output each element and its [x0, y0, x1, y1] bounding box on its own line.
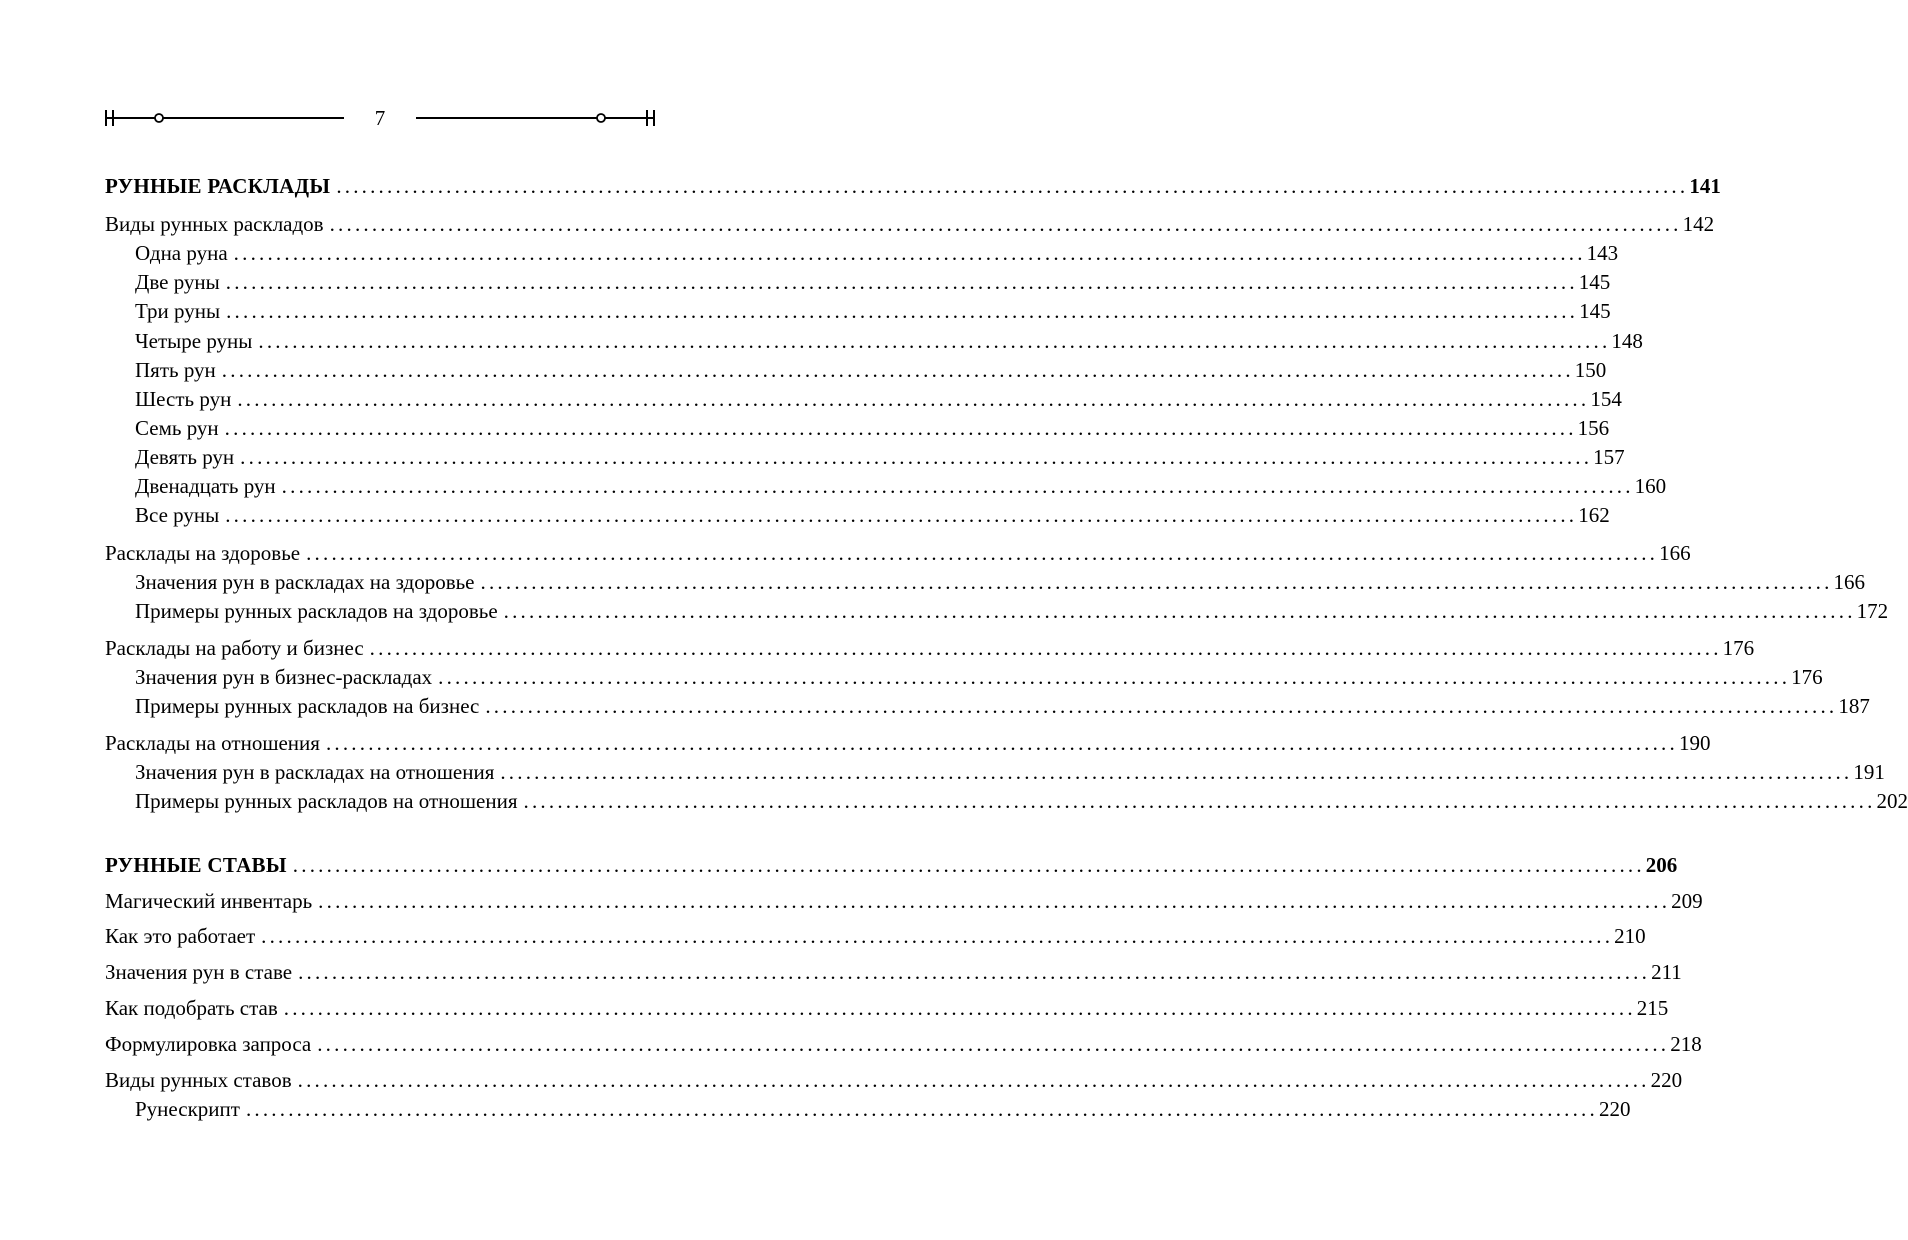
toc-entry-title: Как это работает [105, 924, 256, 948]
toc-entry-page: 160 [1634, 474, 1667, 498]
toc-entry-page: 166 [1659, 541, 1691, 565]
toc-leader: ................................................................................................................................................................ [500, 760, 1853, 784]
toc-leader: ................................................................................................................................................................ [224, 416, 1577, 440]
toc-entry-page: 162 [1578, 503, 1610, 527]
toc-entry[interactable] [135, 239, 1619, 267]
toc-entry-title: Значения рун в раскладах на отношения [135, 760, 495, 784]
toc-entry-title: Шесть рун [135, 387, 232, 411]
toc-entry-page: 206 [1645, 853, 1678, 877]
toc-entry[interactable] [135, 692, 1870, 720]
toc-entry-page: 157 [1593, 445, 1625, 469]
toc-leader: ................................................................................................................................................................ [281, 474, 1634, 498]
toc-leader: ................................................................................................................................................................ [369, 636, 1722, 660]
toc-entry[interactable] [105, 922, 1646, 950]
toc-leader: ................................................................................................................................................................ [226, 299, 1579, 323]
toc-entry-page: 142 [1682, 212, 1715, 236]
toc-entry-page: 220 [1650, 1068, 1683, 1092]
toc-entry-title: Примеры рунных раскладов на отношения [135, 789, 518, 813]
toc-leader: ................................................................................................................................................................ [318, 889, 1671, 913]
toc-entry-page: 218 [1670, 1032, 1702, 1056]
toc-leader: ................................................................................................................................................................ [306, 541, 1659, 565]
toc-entry[interactable] [105, 172, 1721, 200]
toc-entry-title: Как подобрать став [105, 996, 278, 1020]
toc-entry-title: Значения рун в бизнес-раскладах [135, 665, 433, 689]
toc-entry-page: 150 [1574, 358, 1607, 382]
toc-entry[interactable] [135, 268, 1611, 296]
toc-entry[interactable] [135, 568, 1866, 596]
toc-entry[interactable] [105, 887, 1703, 915]
toc-entry-title: Две руны [135, 270, 220, 294]
toc-entry-page: 209 [1671, 889, 1703, 913]
toc-leader: ................................................................................................................................................................ [225, 503, 1578, 527]
toc-entry-title: Три руны [135, 299, 221, 323]
toc-entry[interactable] [105, 958, 1682, 986]
ornament-rule-left-icon [104, 106, 348, 130]
toc-entry[interactable] [105, 994, 1669, 1022]
toc-entry-page: 156 [1577, 416, 1610, 440]
toc-leader: ................................................................................................................................................................ [297, 1068, 1650, 1092]
toc-leader: ................................................................................................................................................................ [329, 212, 1682, 236]
toc-leader: ................................................................................................................................................................ [503, 599, 1856, 623]
toc-leader: ................................................................................................................................................................ [258, 329, 1611, 353]
toc-entry-title: Формулировка запроса [105, 1032, 312, 1056]
toc-entry[interactable] [135, 385, 1622, 413]
toc-leader: ................................................................................................................................................................ [233, 241, 1586, 265]
toc-entry-title: РУННЫЕ РАСКЛАДЫ [105, 174, 331, 198]
toc-entry-title: Значения рун в раскладах на здоровье [135, 570, 475, 594]
toc-leader: ................................................................................................................................................................ [245, 1097, 1598, 1121]
toc-entry-title: Значения рун в ставе [105, 960, 293, 984]
toc-entry-page: 187 [1838, 694, 1870, 718]
toc-leader: ................................................................................................................................................................ [237, 387, 1590, 411]
toc-leader: ................................................................................................................................................................ [438, 665, 1791, 689]
toc-entry[interactable] [135, 663, 1823, 691]
toc-entry[interactable] [135, 297, 1611, 325]
toc-entry-page: 172 [1856, 599, 1889, 623]
toc-entry-page: 190 [1678, 731, 1711, 755]
toc-leader: ................................................................................................................................................................ [480, 570, 1833, 594]
header-ornament-right [412, 106, 656, 130]
toc-entry-title: Примеры рунных раскладов на бизнес [135, 694, 480, 718]
toc-entry-page: 141 [1689, 174, 1721, 198]
toc-entry-title: Виды рунных ставов [105, 1068, 292, 1092]
toc-entry-page: 145 [1579, 299, 1611, 323]
toc-entry-title: Двенадцать рун [135, 474, 276, 498]
toc-entry-title: Расклады на отношения [105, 731, 320, 755]
toc-entry-title: Пять рун [135, 358, 216, 382]
toc-entry-page: 143 [1586, 241, 1619, 265]
toc-entry[interactable] [135, 327, 1643, 355]
toc-entry-title: РУННЫЕ СТАВЫ [105, 853, 287, 877]
page-number: 7 [374, 106, 386, 130]
toc-entry-title: Семь рун [135, 416, 219, 440]
toc-entry[interactable] [135, 1095, 1631, 1123]
toc-entry[interactable] [105, 634, 1755, 662]
toc-leader: ................................................................................................................................................................ [298, 960, 1651, 984]
toc-entry[interactable] [135, 414, 1610, 442]
toc-entry[interactable] [135, 443, 1625, 471]
toc-entry-page: 215 [1636, 996, 1669, 1020]
toc-entry-page: 211 [1651, 960, 1682, 984]
toc-entry-page: 154 [1590, 387, 1622, 411]
toc-leader: ................................................................................................................................................................ [283, 996, 1636, 1020]
header-ornament-left [104, 106, 348, 130]
toc-entry[interactable] [105, 1030, 1702, 1058]
toc-entry[interactable] [135, 472, 1667, 500]
toc-entry-page: 145 [1578, 270, 1611, 294]
toc-entry[interactable] [105, 539, 1691, 567]
toc-entry-page: 148 [1611, 329, 1643, 353]
toc-leader: ................................................................................................................................................................ [221, 358, 1574, 382]
toc-entry-title: Девять рун [135, 445, 235, 469]
toc-entry-title: Одна руна [135, 241, 228, 265]
toc-leader: ................................................................................................................................................................ [292, 853, 1645, 877]
toc-entry[interactable] [105, 851, 1678, 879]
toc-entry-title: Примеры рунных раскладов на здоровье [135, 599, 498, 623]
toc-entry-page: 210 [1614, 924, 1646, 948]
toc-entry-page: 220 [1598, 1097, 1631, 1121]
toc-entry-page: 166 [1833, 570, 1866, 594]
toc-leader: ................................................................................................................................................................ [336, 174, 1689, 198]
toc-entry-title: Четыре руны [135, 329, 253, 353]
toc-entry[interactable] [105, 210, 1715, 238]
toc-leader: ................................................................................................................................................................ [240, 445, 1593, 469]
toc-leader: ................................................................................................................................................................ [485, 694, 1838, 718]
toc-entry[interactable] [135, 356, 1607, 384]
toc-leader: ................................................................................................................................................................ [225, 270, 1578, 294]
toc-entry[interactable] [135, 787, 1908, 815]
toc-entry-title: Расклады на работу и бизнес [105, 636, 364, 660]
toc-entry-title: Расклады на здоровье [105, 541, 301, 565]
toc-entry[interactable] [135, 501, 1610, 529]
toc-entry[interactable] [135, 758, 1885, 786]
toc-entry-title: Виды рунных раскладов [105, 212, 324, 236]
toc-leader: ................................................................................................................................................................ [325, 731, 1678, 755]
toc-entry-title: Все руны [135, 503, 220, 527]
toc-leader: ................................................................................................................................................................ [523, 789, 1876, 813]
toc-entry-page: 176 [1722, 636, 1755, 660]
toc-entry-page: 202 [1876, 789, 1908, 813]
toc-entry[interactable] [105, 1066, 1683, 1094]
ornament-rule-right-icon [412, 106, 656, 130]
toc-leader: ................................................................................................................................................................ [261, 924, 1614, 948]
toc-entry[interactable] [135, 597, 1889, 625]
toc-leader: ................................................................................................................................................................ [317, 1032, 1670, 1056]
toc-entry-title: Магический инвентарь [105, 889, 313, 913]
toc-entry-page: 191 [1853, 760, 1885, 784]
toc-entry-page: 176 [1791, 665, 1823, 689]
toc-entry-title: Рунескрипт [135, 1097, 240, 1121]
toc-entry[interactable] [105, 729, 1711, 757]
